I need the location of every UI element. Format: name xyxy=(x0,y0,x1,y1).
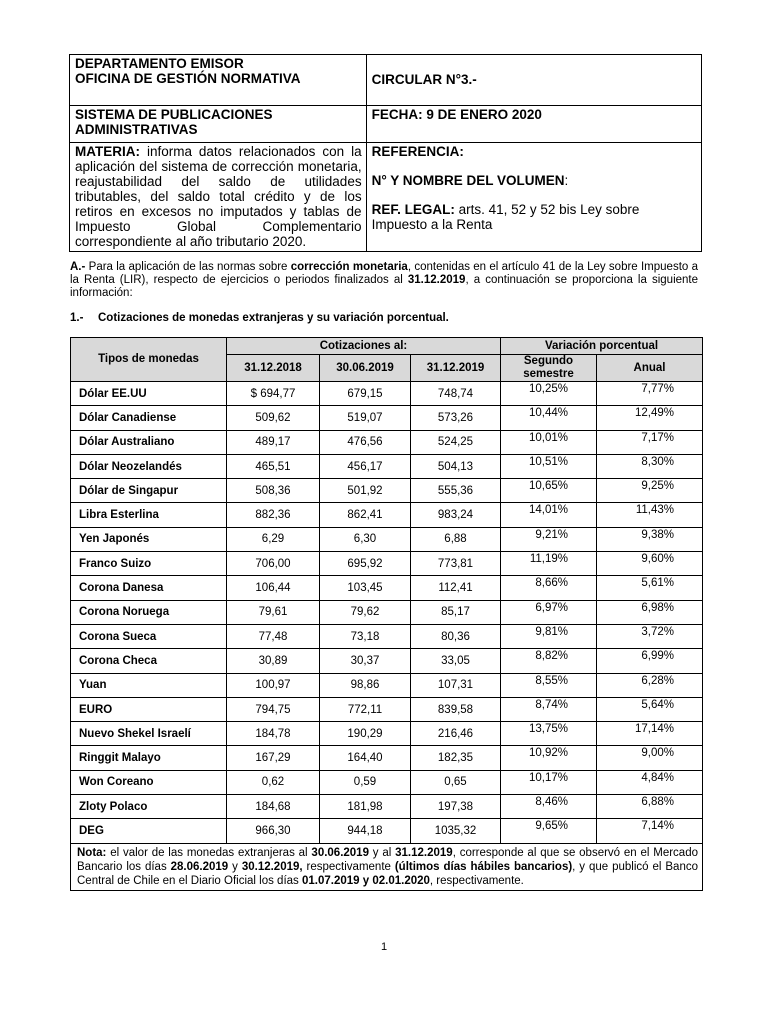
office-name: OFICINA DE GESTIÓN NORMATIVA xyxy=(75,71,301,86)
quote-2018-12-31: 100,97 xyxy=(227,673,320,697)
currency-name: Zloty Polaco xyxy=(71,795,227,819)
table-row xyxy=(71,673,703,697)
section-1-text: Cotizaciones de monedas extranjeras y su variación porcentual. xyxy=(98,312,449,324)
variation-semester: 10,01% xyxy=(501,430,597,454)
quote-2019-12-31: 85,17 xyxy=(411,600,501,624)
quote-2019-06-30: 103,45 xyxy=(320,576,411,600)
legal-ref-text: arts. 41, 52 y 52 bis Ley sobre Impuesto a la Renta xyxy=(371,202,640,232)
col-header-date-2: 30.06.2019 xyxy=(320,355,411,382)
section-a-label: A.- xyxy=(70,261,86,273)
quote-2019-12-31: 555,36 xyxy=(411,479,501,503)
quote-2018-12-31: 489,17 xyxy=(227,430,320,454)
currency-name: Won Coreano xyxy=(71,770,227,794)
quote-2018-12-31: 465,51 xyxy=(227,454,320,478)
variation-semester: 14,01% xyxy=(501,503,597,527)
table-row xyxy=(71,770,703,794)
table-note xyxy=(71,843,703,890)
quote-2019-06-30: 164,40 xyxy=(320,746,411,770)
quote-2019-12-31: 839,58 xyxy=(411,697,501,721)
table-row xyxy=(71,503,703,527)
table-row xyxy=(71,479,703,503)
quote-2018-12-31: 882,36 xyxy=(227,503,320,527)
currency-name: Libra Esterlina xyxy=(71,503,227,527)
currency-name: Corona Danesa xyxy=(71,576,227,600)
variation-semester: 10,65% xyxy=(501,479,597,503)
section-a-bold-2: 31.12.2019 xyxy=(407,274,466,286)
variation-annual: 5,61% xyxy=(597,576,703,600)
variation-annual: 9,00% xyxy=(597,746,703,770)
variation-semester: 10,25% xyxy=(501,382,597,406)
currency-name: Yen Japonés xyxy=(71,527,227,551)
reference-label: REFERENCIA: xyxy=(371,144,464,159)
section-1-title xyxy=(70,312,449,324)
currency-name: DEG xyxy=(71,819,227,843)
currency-name: EURO xyxy=(71,697,227,721)
quote-2019-12-31: 80,36 xyxy=(411,624,501,648)
materia-label: MATERIA: xyxy=(75,144,140,159)
variation-annual: 4,84% xyxy=(597,770,703,794)
quote-2019-06-30: 456,17 xyxy=(320,454,411,478)
quote-2018-12-31: 77,48 xyxy=(227,624,320,648)
quote-2019-06-30: 6,30 xyxy=(320,527,411,551)
page-number: 1 xyxy=(380,941,388,953)
currency-name: Yuan xyxy=(71,673,227,697)
quote-2019-06-30: 79,62 xyxy=(320,600,411,624)
table-row xyxy=(71,406,703,430)
legal-ref-label: REF. LEGAL: xyxy=(371,202,455,217)
quote-2019-06-30: 679,15 xyxy=(320,382,411,406)
materia-text: informa datos relacionados con la aplicación del sistema de corrección monetaria, reajustabilidad del saldo de utilidades tributables, del saldo total crédito y de los retiros en excesos no imputados y tablas de Impuesto Global Complementario correspondiente al año tributario 2020. xyxy=(75,144,362,249)
col-group-variation: Variación porcentual xyxy=(501,338,703,355)
date-cell xyxy=(366,106,701,143)
table-row xyxy=(71,527,703,551)
note-bold-4: 30.12.2019, xyxy=(241,860,303,873)
currency-name: Dólar de Singapur xyxy=(71,479,227,503)
quote-2019-12-31: 748,74 xyxy=(411,382,501,406)
note-bold-3: 28.06.2019 xyxy=(170,860,229,873)
quote-2019-12-31: 6,88 xyxy=(411,527,501,551)
table-row xyxy=(71,624,703,648)
variation-annual: 3,72% xyxy=(597,624,703,648)
quote-2019-12-31: 983,24 xyxy=(411,503,501,527)
variation-semester: 8,66% xyxy=(501,576,597,600)
quote-2018-12-31: 509,62 xyxy=(227,406,320,430)
variation-annual: 9,60% xyxy=(597,552,703,576)
quote-2018-12-31: 0,62 xyxy=(227,770,320,794)
note-text-3: , corresponde al que se observó en el Mercado Bancario los días xyxy=(77,846,698,873)
quote-2019-12-31: 182,35 xyxy=(411,746,501,770)
quote-2019-06-30: 501,92 xyxy=(320,479,411,503)
variation-semester: 10,92% xyxy=(501,746,597,770)
table-row xyxy=(71,576,703,600)
variation-semester: 9,21% xyxy=(501,527,597,551)
col-header-currency: Tipos de monedas xyxy=(71,338,227,382)
section-a-bold-1: corrección monetaria xyxy=(290,261,408,273)
system-cell xyxy=(70,106,367,143)
table-row xyxy=(71,454,703,478)
quote-2018-12-31: 167,29 xyxy=(227,746,320,770)
quote-2018-12-31: 966,30 xyxy=(227,819,320,843)
system-name: SISTEMA DE PUBLICACIONES ADMINISTRATIVAS xyxy=(75,107,273,137)
currency-name: Corona Noruega xyxy=(71,600,227,624)
quote-2019-06-30: 73,18 xyxy=(320,624,411,648)
variation-annual: 6,88% xyxy=(597,795,703,819)
quote-2018-12-31: 706,00 xyxy=(227,552,320,576)
table-row xyxy=(71,795,703,819)
variation-annual: 17,14% xyxy=(597,722,703,746)
variation-annual: 9,25% xyxy=(597,479,703,503)
volume-colon: : xyxy=(564,173,569,188)
col-header-date-3: 31.12.2019 xyxy=(411,355,501,382)
note-bold-5: (últimos días hábiles bancarios) xyxy=(394,860,573,873)
variation-annual: 6,98% xyxy=(597,600,703,624)
table-row xyxy=(71,430,703,454)
quote-2019-06-30: 190,29 xyxy=(320,722,411,746)
quote-2019-12-31: 773,81 xyxy=(411,552,501,576)
quote-2018-12-31: 106,44 xyxy=(227,576,320,600)
quote-2019-06-30: 181,98 xyxy=(320,795,411,819)
variation-semester: 10,51% xyxy=(501,454,597,478)
quote-2018-12-31: 184,78 xyxy=(227,722,320,746)
quote-2019-06-30: 862,41 xyxy=(320,503,411,527)
variation-annual: 7,14% xyxy=(597,819,703,843)
section-a-text-1: Para la aplicación de las normas sobre xyxy=(85,261,291,273)
variation-semester: 8,74% xyxy=(501,697,597,721)
variation-annual: 8,30% xyxy=(597,454,703,478)
variation-semester: 9,65% xyxy=(501,819,597,843)
note-text-1: el valor de las monedas extranjeras al xyxy=(106,846,312,859)
volume-label: N° Y NOMBRE DEL VOLUMEN xyxy=(371,173,565,188)
quote-2018-12-31: 6,29 xyxy=(227,527,320,551)
table-row xyxy=(71,600,703,624)
variation-semester: 13,75% xyxy=(501,722,597,746)
quote-2018-12-31: 30,89 xyxy=(227,649,320,673)
quote-2018-12-31: 508,36 xyxy=(227,479,320,503)
quote-2018-12-31: $ 694,77 xyxy=(227,382,320,406)
quote-2019-12-31: 112,41 xyxy=(411,576,501,600)
quote-2018-12-31: 184,68 xyxy=(227,795,320,819)
variation-annual: 6,28% xyxy=(597,673,703,697)
section-a-text-2: , contenidas en el artículo 41 de la Ley sobre Impuesto a la Renta (LIR), respecto de ejercicios o periodos finalizados al xyxy=(70,261,698,286)
variation-semester: 8,55% xyxy=(501,673,597,697)
quote-2018-12-31: 79,61 xyxy=(227,600,320,624)
table-row xyxy=(71,746,703,770)
quote-2019-06-30: 0,59 xyxy=(320,770,411,794)
variation-semester: 8,46% xyxy=(501,795,597,819)
note-bold-1: 30.06.2019 xyxy=(311,846,369,859)
section-1-number: 1.- xyxy=(70,312,84,324)
table-row xyxy=(71,722,703,746)
variation-semester: 8,82% xyxy=(501,649,597,673)
currency-name: Dólar EE.UU xyxy=(71,382,227,406)
note-text-4: y xyxy=(228,860,242,873)
quote-2019-06-30: 772,11 xyxy=(320,697,411,721)
table-row xyxy=(71,819,703,843)
note-text-7: , respectivamente. xyxy=(429,874,524,887)
quote-2019-12-31: 216,46 xyxy=(411,722,501,746)
quote-2019-06-30: 30,37 xyxy=(320,649,411,673)
quote-2018-12-31: 794,75 xyxy=(227,697,320,721)
note-label: Nota: xyxy=(77,846,107,859)
variation-annual: 12,49% xyxy=(597,406,703,430)
col-group-quotes: Cotizaciones al: xyxy=(227,338,501,355)
currency-name: Dólar Australiano xyxy=(71,430,227,454)
variation-annual: 5,64% xyxy=(597,697,703,721)
circular-date: FECHA: 9 DE ENERO 2020 xyxy=(371,107,542,122)
currency-name: Ringgit Malayo xyxy=(71,746,227,770)
quote-2019-06-30: 98,86 xyxy=(320,673,411,697)
quote-2019-12-31: 573,26 xyxy=(411,406,501,430)
quote-2019-12-31: 33,05 xyxy=(411,649,501,673)
dept-label: DEPARTAMENTO EMISOR xyxy=(75,56,244,71)
variation-semester: 10,44% xyxy=(501,406,597,430)
variation-semester: 10,17% xyxy=(501,770,597,794)
variation-annual: 7,77% xyxy=(597,382,703,406)
quote-2019-12-31: 197,38 xyxy=(411,795,501,819)
table-row xyxy=(71,649,703,673)
section-a-text-3: , a continuación se proporciona la siguiente información: xyxy=(70,274,699,299)
circular-cell xyxy=(366,55,701,106)
header-table xyxy=(69,54,702,252)
note-bold-2: 31.12.2019 xyxy=(395,846,453,859)
variation-semester: 6,97% xyxy=(501,600,597,624)
quote-2019-06-30: 519,07 xyxy=(320,406,411,430)
table-row xyxy=(71,382,703,406)
reference-cell xyxy=(366,143,701,252)
currency-name: Dólar Canadiense xyxy=(71,406,227,430)
variation-annual: 7,17% xyxy=(597,430,703,454)
currency-name: Corona Checa xyxy=(71,649,227,673)
col-header-date-1: 31.12.2018 xyxy=(227,355,320,382)
circular-number: CIRCULAR N°3.- xyxy=(371,71,477,87)
quote-2019-06-30: 944,18 xyxy=(320,819,411,843)
variation-semester: 9,81% xyxy=(501,624,597,648)
currency-name: Dólar Neozelandés xyxy=(71,454,227,478)
note-text-5: respectivamente xyxy=(302,860,395,873)
table-row xyxy=(71,697,703,721)
col-header-semester: Segundo semestre xyxy=(501,355,597,382)
quote-2019-06-30: 476,56 xyxy=(320,430,411,454)
currency-name: Nuevo Shekel Israelí xyxy=(71,722,227,746)
currency-name: Franco Suizo xyxy=(71,552,227,576)
currency-table xyxy=(70,337,703,891)
quote-2019-12-31: 0,65 xyxy=(411,770,501,794)
variation-annual: 9,38% xyxy=(597,527,703,551)
note-text-2: y al xyxy=(368,846,396,859)
variation-semester: 11,19% xyxy=(501,552,597,576)
quote-2019-12-31: 107,31 xyxy=(411,673,501,697)
note-bold-6: 01.07.2019 y 02.01.2020 xyxy=(302,874,430,887)
materia-cell xyxy=(70,143,367,252)
variation-annual: 6,99% xyxy=(597,649,703,673)
quote-2019-12-31: 504,13 xyxy=(411,454,501,478)
variation-annual: 11,43% xyxy=(597,503,703,527)
section-a-paragraph xyxy=(70,261,698,300)
quote-2019-12-31: 1035,32 xyxy=(411,819,501,843)
quote-2019-12-31: 524,25 xyxy=(411,430,501,454)
quote-2019-06-30: 695,92 xyxy=(320,552,411,576)
note-text-6: , y que publicó el Banco Central de Chile en el Diario Oficial los días xyxy=(77,860,698,887)
table-row xyxy=(71,552,703,576)
col-header-annual: Anual xyxy=(597,355,703,382)
issuing-department-cell xyxy=(70,55,367,106)
currency-name: Corona Sueca xyxy=(71,624,227,648)
